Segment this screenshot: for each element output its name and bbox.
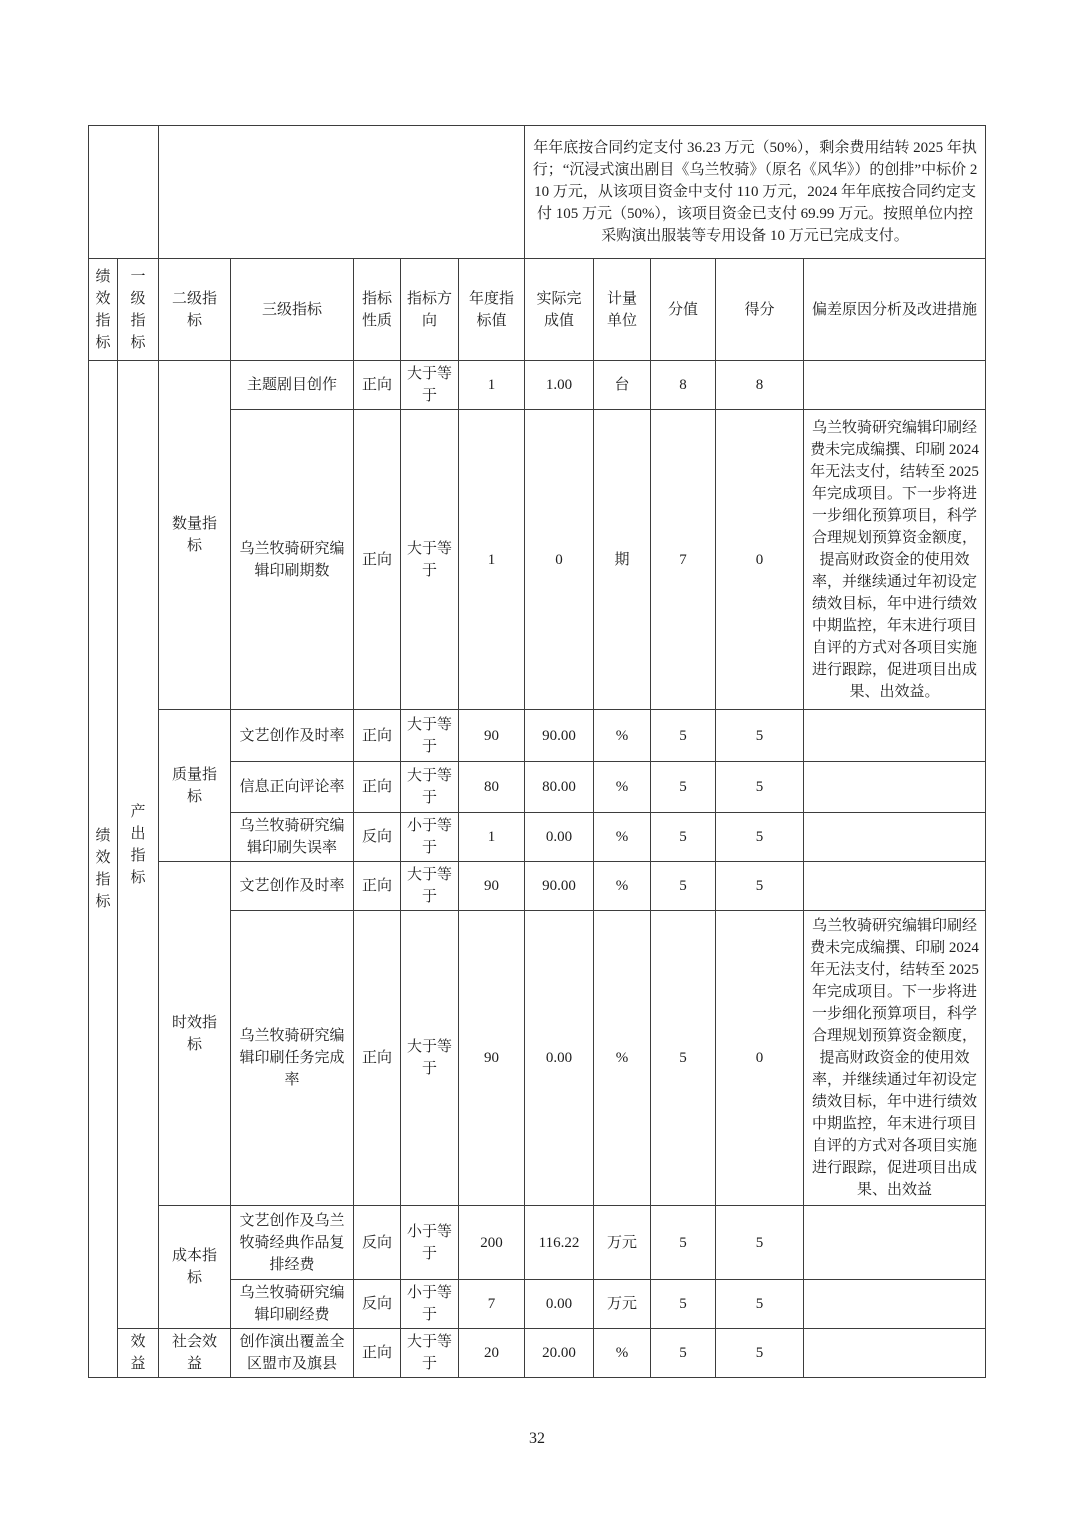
carryover-row — [89, 126, 986, 259]
benefit-indicator-label: 效益 — [118, 1329, 159, 1378]
header-score-value: 分值 — [651, 259, 716, 361]
actual-value-cell: 0.00 — [525, 911, 594, 1206]
deviation-cell — [804, 1329, 986, 1378]
table-row — [89, 710, 986, 762]
annual-target-cell: 90 — [459, 911, 525, 1206]
score-cell: 0 — [716, 410, 804, 710]
annual-target-cell: 90 — [459, 710, 525, 762]
unit-cell: % — [594, 862, 651, 911]
table-row — [89, 1206, 986, 1280]
header-performance-indicator: 绩效指标 — [89, 259, 118, 361]
table-row — [89, 1329, 986, 1378]
header-level3-indicator: 三级指标 — [231, 259, 354, 361]
deviation-cell — [804, 1206, 986, 1280]
actual-value-cell: 20.00 — [525, 1329, 594, 1378]
header-actual-value: 实际完成值 — [525, 259, 594, 361]
header-measure-unit: 计量单位 — [594, 259, 651, 361]
score-cell: 5 — [716, 862, 804, 911]
actual-value-cell: 1.00 — [525, 361, 594, 410]
unit-cell: 万元 — [594, 1280, 651, 1329]
annual-target-cell: 1 — [459, 813, 525, 862]
indicator-name-cell: 文艺创作及时率 — [231, 710, 354, 762]
indicator-nature-cell: 正向 — [354, 911, 401, 1206]
annual-target-cell: 80 — [459, 762, 525, 813]
unit-cell: % — [594, 710, 651, 762]
timeliness-indicator-label: 时效指标 — [159, 862, 231, 1206]
score-cell: 5 — [716, 710, 804, 762]
indicator-name-cell: 乌兰牧骑研究编辑印刷任务完成率 — [231, 911, 354, 1206]
actual-value-cell: 90.00 — [525, 710, 594, 762]
score-value-cell: 5 — [651, 1329, 716, 1378]
actual-value-cell: 116.22 — [525, 1206, 594, 1280]
score-cell: 5 — [716, 1206, 804, 1280]
header-level1-indicator: 一级指标 — [118, 259, 159, 361]
indicator-direction-cell: 小于等于 — [401, 1280, 459, 1329]
score-cell: 5 — [716, 813, 804, 862]
indicator-name-cell: 文艺创作及乌兰牧骑经典作品复排经费 — [231, 1206, 354, 1280]
indicator-nature-cell: 正向 — [354, 361, 401, 410]
deviation-cell: 乌兰牧骑研究编辑印刷经费未完成编撰、印刷 2024 年无法支付，结转至 2025 年完成项目。下一步将进一步细化预算项目，科学合理规划预算资金额度，提高财政资金的使用效率，并继续通过年初设定绩效目标，年中进行绩效中期监控，年末进行项目自评的方式对各项目实施进行跟踪，促进项目出成果、出效益 — [804, 911, 986, 1206]
indicator-nature-cell: 反向 — [354, 1206, 401, 1280]
score-value-cell: 5 — [651, 911, 716, 1206]
unit-cell: % — [594, 762, 651, 813]
unit-cell: % — [594, 813, 651, 862]
indicator-nature-cell: 反向 — [354, 813, 401, 862]
actual-value-cell: 0.00 — [525, 1280, 594, 1329]
indicator-name-cell: 信息正向评论率 — [231, 762, 354, 813]
unit-cell: 期 — [594, 410, 651, 710]
indicator-direction-cell: 大于等于 — [401, 410, 459, 710]
score-value-cell: 5 — [651, 710, 716, 762]
carryover-text-cell: 年年底按合同约定支付 36.23 万元（50%），剩余费用结转 2025 年执行；“沉浸式演出剧目《乌兰牧骑》（原名《风华》）的创排”中标价 210 万元，从该项目资金中支付 110 万元，2024 年年底按合同约定支付 105 万元（50%），该项目资金已支付 69.99 万元。按照单位内控采购演出服装等专用设备 10 万元已完成支付。 — [525, 126, 986, 259]
header-level2-indicator: 二级指标 — [159, 259, 231, 361]
unit-cell: 台 — [594, 361, 651, 410]
deviation-cell — [804, 762, 986, 813]
actual-value-cell: 0 — [525, 410, 594, 710]
indicator-direction-cell: 大于等于 — [401, 762, 459, 813]
indicator-direction-cell: 大于等于 — [401, 710, 459, 762]
output-indicator-label: 产出指标 — [118, 361, 159, 1329]
unit-cell: % — [594, 1329, 651, 1378]
annual-target-cell: 90 — [459, 862, 525, 911]
score-value-cell: 5 — [651, 1206, 716, 1280]
score-value-cell: 7 — [651, 410, 716, 710]
score-value-cell: 5 — [651, 862, 716, 911]
unit-cell: % — [594, 911, 651, 1206]
header-deviation-analysis: 偏差原因分析及改进措施 — [804, 259, 986, 361]
header-score: 得分 — [716, 259, 804, 361]
indicator-nature-cell: 反向 — [354, 1280, 401, 1329]
table-row — [89, 862, 986, 911]
page-number: 32 — [529, 1430, 545, 1447]
social-benefit-label: 社会效益 — [159, 1329, 231, 1378]
quantity-indicator-label: 数量指标 — [159, 361, 231, 710]
score-value-cell: 5 — [651, 813, 716, 862]
deviation-cell: 乌兰牧骑研究编辑印刷经费未完成编撰、印刷 2024 年无法支付，结转至 2025 年完成项目。下一步将进一步细化预算项目，科学合理规划预算资金额度，提高财政资金的使用效率，并继续通过年初设定绩效目标，年中进行绩效中期监控，年末进行项目自评的方式对各项目实施进行跟踪，促进项目出成果、出效益。 — [804, 410, 986, 710]
indicator-direction-cell: 大于等于 — [401, 862, 459, 911]
annual-target-cell: 20 — [459, 1329, 525, 1378]
annual-target-cell: 1 — [459, 361, 525, 410]
actual-value-cell: 0.00 — [525, 813, 594, 862]
carryover-empty-cell-left — [89, 126, 159, 259]
deviation-cell — [804, 813, 986, 862]
indicator-nature-cell: 正向 — [354, 762, 401, 813]
actual-value-cell: 80.00 — [525, 762, 594, 813]
indicator-direction-cell: 大于等于 — [401, 1329, 459, 1378]
performance-indicator-label: 绩效指标 — [89, 361, 118, 1378]
header-indicator-nature: 指标性质 — [354, 259, 401, 361]
deviation-cell — [804, 1280, 986, 1329]
score-cell: 5 — [716, 1329, 804, 1378]
annual-target-cell: 7 — [459, 1280, 525, 1329]
header-annual-target: 年度指标值 — [459, 259, 525, 361]
deviation-cell — [804, 710, 986, 762]
indicator-name-cell: 文艺创作及时率 — [231, 862, 354, 911]
score-value-cell: 5 — [651, 1280, 716, 1329]
unit-cell: 万元 — [594, 1206, 651, 1280]
score-value-cell: 8 — [651, 361, 716, 410]
annual-target-cell: 200 — [459, 1206, 525, 1280]
score-cell: 8 — [716, 361, 804, 410]
indicator-nature-cell: 正向 — [354, 710, 401, 762]
indicator-name-cell: 乌兰牧骑研究编辑印刷失误率 — [231, 813, 354, 862]
performance-indicator-table — [88, 125, 986, 1378]
indicator-name-cell: 创作演出覆盖全区盟市及旗县 — [231, 1329, 354, 1378]
header-indicator-direction: 指标方向 — [401, 259, 459, 361]
deviation-cell — [804, 862, 986, 911]
score-cell: 5 — [716, 1280, 804, 1329]
indicator-name-cell: 乌兰牧骑研究编辑印刷期数 — [231, 410, 354, 710]
carryover-empty-cell-mid — [159, 126, 525, 259]
indicator-direction-cell: 小于等于 — [401, 1206, 459, 1280]
indicator-name-cell: 乌兰牧骑研究编辑印刷经费 — [231, 1280, 354, 1329]
cost-indicator-label: 成本指标 — [159, 1206, 231, 1329]
table-row — [89, 361, 986, 410]
indicator-nature-cell: 正向 — [354, 862, 401, 911]
quality-indicator-label: 质量指标 — [159, 710, 231, 862]
annual-target-cell: 1 — [459, 410, 525, 710]
deviation-cell — [804, 361, 986, 410]
indicator-nature-cell: 正向 — [354, 410, 401, 710]
table-header-row — [89, 259, 986, 361]
score-cell: 0 — [716, 911, 804, 1206]
indicator-direction-cell: 小于等于 — [401, 813, 459, 862]
indicator-nature-cell: 正向 — [354, 1329, 401, 1378]
score-value-cell: 5 — [651, 762, 716, 813]
score-cell: 5 — [716, 762, 804, 813]
actual-value-cell: 90.00 — [525, 862, 594, 911]
indicator-name-cell: 主题剧目创作 — [231, 361, 354, 410]
indicator-direction-cell: 大于等于 — [401, 911, 459, 1206]
indicator-direction-cell: 大于等于 — [401, 361, 459, 410]
